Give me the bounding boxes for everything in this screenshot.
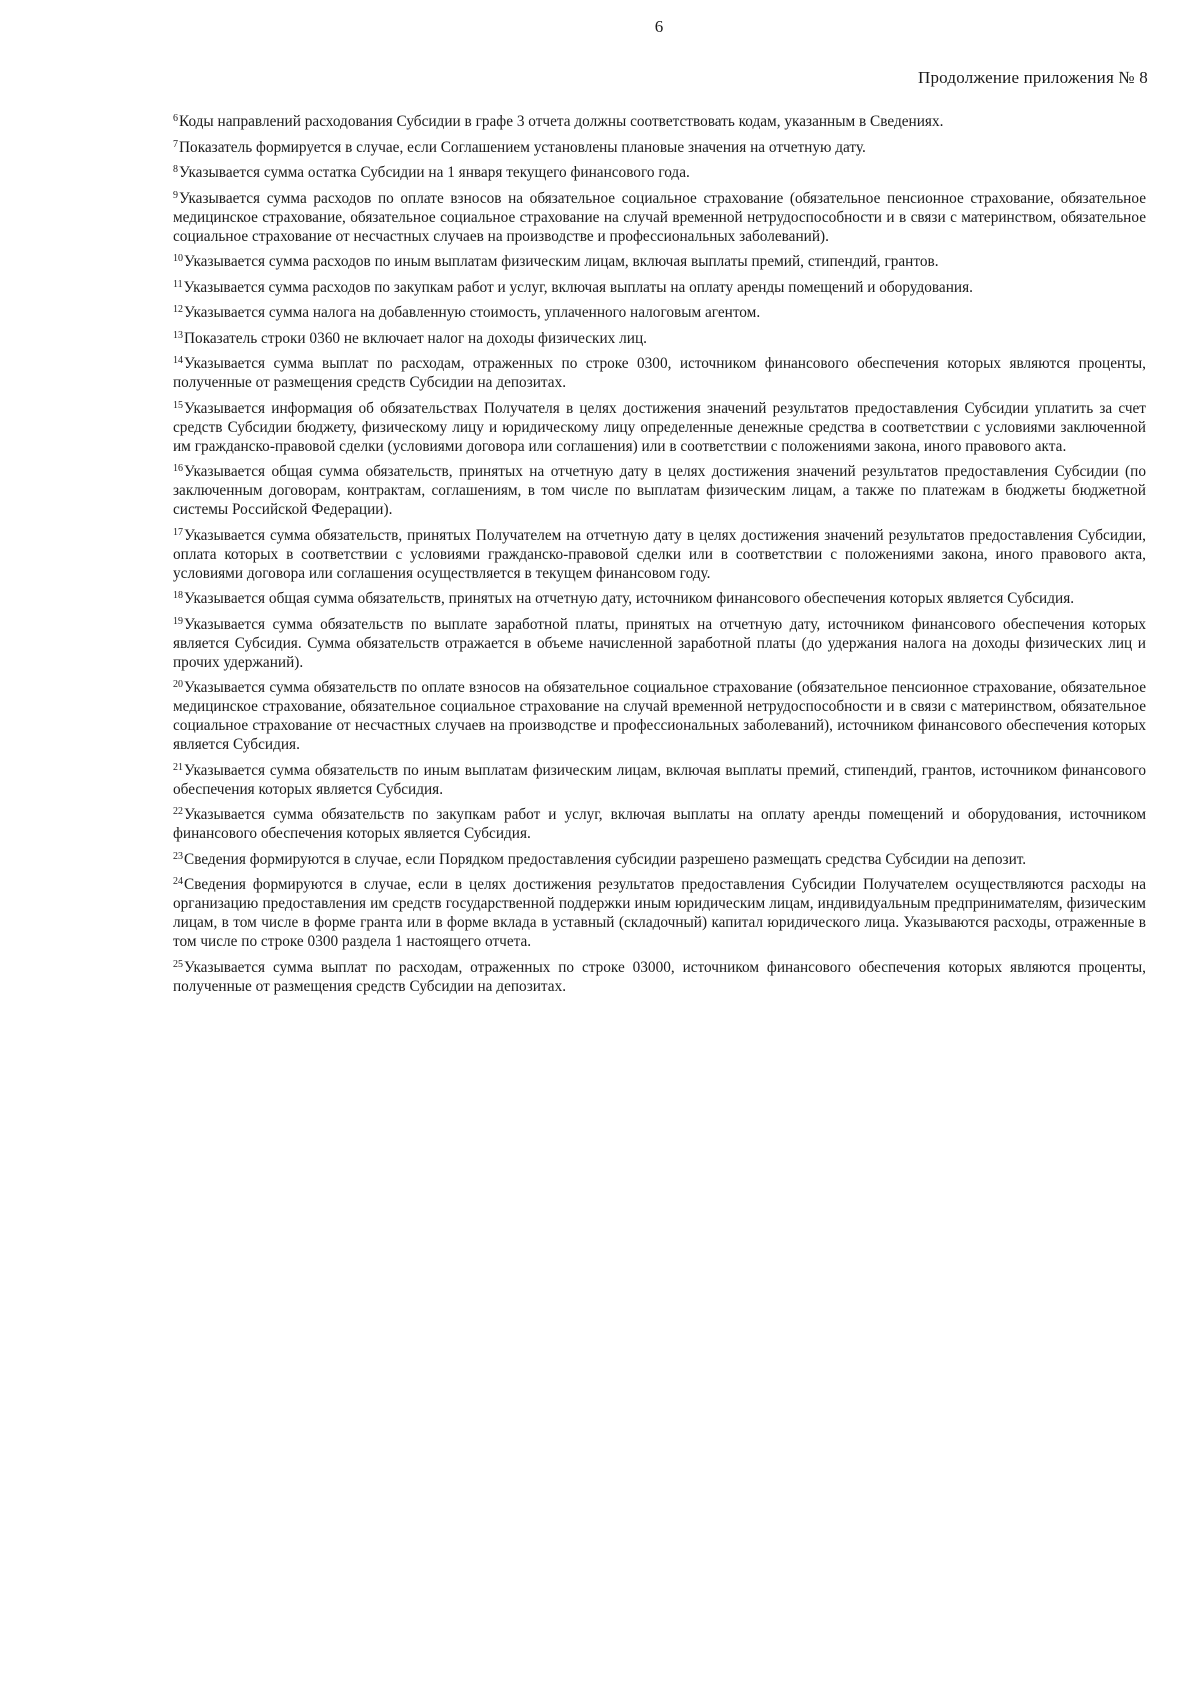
- footnote: [173, 112, 1146, 131]
- footnote-text: Указывается сумма выплат по расходам, отраженных по строке 0300, источником финансового обеспечения которых являются проценты, полученные от размещения средств Субсидии на депозитах.: [173, 355, 1146, 391]
- footnote-text: Показатель формируется в случае, если Соглашением установлены плановые значения на отчетную дату.: [179, 138, 866, 156]
- footnote-number: 12: [173, 304, 183, 315]
- footnote: [173, 399, 1146, 456]
- footnote-number: 25: [173, 958, 183, 970]
- footnote: [173, 678, 1146, 754]
- footnote-text: Указывается сумма обязательств по иным выплатам физическим лицам, включая выплаты премий, стипендий, грантов, источником финансового обеспечения которых является Субсидия.: [173, 761, 1146, 798]
- page-number: 6: [654, 17, 664, 36]
- footnote-text: Указывается сумма расходов по закупкам работ и услуг, включая выплаты на оплату аренды помещений и оборудования.: [183, 278, 973, 296]
- footnote-number: 20: [173, 679, 183, 690]
- footnote: [173, 163, 1146, 182]
- footnote-text: Указывается сумма обязательств по оплате взносов на обязательное социальное страхование (обязательное пенсионное страхование, обязательное медицинское страхование, обязательное социальное страхование на случай временной нетрудоспособности и в связи с материнством, обязательное социальное страхование от несчастных случаев на производстве и профессиональных заболеваний), источником финансового обеспечения которых является Субсидия.: [173, 679, 1146, 753]
- footnote-number: 17: [173, 526, 183, 538]
- footnote-number: 24: [173, 876, 183, 887]
- footnote: [173, 761, 1146, 799]
- footnote-text: Указывается сумма остатка Субсидии на 1 января текущего финансового года.: [179, 164, 690, 181]
- footnote-number: 6: [173, 113, 178, 124]
- footnote-text: Коды направлений расходования Субсидии в графе 3 отчета должны соответствовать кодам, указанным в Сведениях.: [179, 113, 944, 130]
- footnotes-list: [173, 112, 1146, 1002]
- footnote-text: Указывается информация об обязательствах Получателя в целях достижения значений результатов предоставления Субсидии уплатить за счет средств Субсидии бюджету, физическому лицу и юридическому лицу определенные денежные средства в соответствии с условиями заключенной им гражданско-правовой сделки (условиями договора или соглашения) или в соответствии с положениями закона, иного правового акта.: [173, 399, 1146, 455]
- footnote-number: 8: [173, 164, 178, 175]
- footnote: [173, 875, 1146, 951]
- footnote-number: 9: [173, 189, 178, 201]
- footnote-number: 18: [173, 590, 183, 601]
- footnote: [173, 526, 1146, 583]
- footnote: [173, 252, 1146, 271]
- footnote-text: Сведения формируются в случае, если Порядком предоставления субсидии разрешено размещать средства Субсидии на депозит.: [184, 850, 1027, 868]
- footnote: [173, 615, 1146, 672]
- footnote-number: 22: [173, 806, 183, 817]
- footnote-text: Указывается сумма расходов по иным выплатам физическим лицам, включая выплаты премий, стипендий, грантов.: [184, 253, 939, 270]
- footnote-text: Указывается сумма налога на добавленную стоимость, уплаченного налоговым агентом.: [184, 304, 761, 321]
- footnote: [173, 138, 1146, 157]
- footnote: [173, 189, 1146, 246]
- footnote-text: Сведения формируются в случае, если в целях достижения результатов предоставления Субсидии Получателем осуществляются расходы на организацию предоставления им средств государственной поддержки иным юридическим лицам, индивидуальным предпринимателям, физическим лицам, в том числе в форме гранта или в форме вклада в уставный (складочный) капитал юридического лица. Указываются расходы, отраженные в том числе по строке 0300 раздела 1 настоящего отчета.: [173, 876, 1146, 950]
- appendix-label: Продолжение приложения № 8: [917, 68, 1148, 87]
- footnote-text: Указывается сумма обязательств по закупкам работ и услуг, включая выплаты на оплату аренды помещений и оборудования, источником финансового обеспечения которых является Субсидия.: [173, 806, 1146, 842]
- footnote-text: Указывается сумма расходов по оплате взносов на обязательное социальное страхование (обязательное пенсионное страхование, обязательное медицинское страхование, обязательное социальное страхование на случай временной нетрудоспособности и в связи с материнством, обязательное социальное страхование от несчастных случаев на производстве и профессиональных заболеваний).: [173, 189, 1146, 245]
- footnote-number: 15: [173, 399, 183, 411]
- footnote: [173, 850, 1146, 869]
- footnote-number: 10: [173, 253, 183, 264]
- footnote: [173, 278, 1146, 297]
- footnote: [173, 329, 1146, 348]
- footnote: [173, 303, 1146, 322]
- footnote: [173, 462, 1146, 519]
- footnote-number: 7: [173, 138, 178, 150]
- footnote: [173, 805, 1146, 843]
- footnote-number: 19: [173, 615, 183, 627]
- footnote-number: 16: [173, 463, 183, 474]
- footnote: [173, 958, 1146, 996]
- footnote-number: 23: [173, 850, 183, 862]
- footnote-text: Указывается сумма обязательств по выплате заработной платы, принятых на отчетную дату, источником финансового обеспечения которых является Субсидия. Сумма обязательств отражается в объеме начисленной заработной платы (до удержания налога на доходы физических лиц и прочих удержаний).: [173, 615, 1146, 671]
- footnote-text: Показатель строки 0360 не включает налог на доходы физических лиц.: [184, 329, 647, 347]
- footnote-number: 13: [173, 329, 183, 341]
- footnote-text: Указывается сумма выплат по расходам, отраженных по строке 03000, источником финансового обеспечения которых являются проценты, полученные от размещения средств Субсидии на депозитах.: [173, 958, 1146, 995]
- footnote-number: 14: [173, 355, 183, 366]
- footnote-number: 21: [173, 761, 183, 773]
- footnote-text: Указывается общая сумма обязательств, принятых на отчетную дату, источником финансового обеспечения которых является Субсидия.: [184, 590, 1075, 607]
- footnote-text: Указывается сумма обязательств, принятых Получателем на отчетную дату в целях достижения значений результатов предоставления Субсидии, оплата которых в соответствии с условиями гражданско-правовой сделки или в соответствии с положениями закона, иного правового акта, условиями договора или соглашения осуществляется в текущем финансовом году.: [173, 526, 1146, 582]
- footnote-number: 11: [173, 278, 183, 290]
- footnote: [173, 354, 1146, 392]
- footnote-text: Указывается общая сумма обязательств, принятых на отчетную дату в целях достижения значений результатов предоставления Субсидии (по заключенным договорам, контрактам, соглашениям, в том числе по выплатам физическим лицам, а также по платежам в бюджеты бюджетной системы Российской Федерации).: [173, 463, 1146, 518]
- footnote: [173, 589, 1146, 608]
